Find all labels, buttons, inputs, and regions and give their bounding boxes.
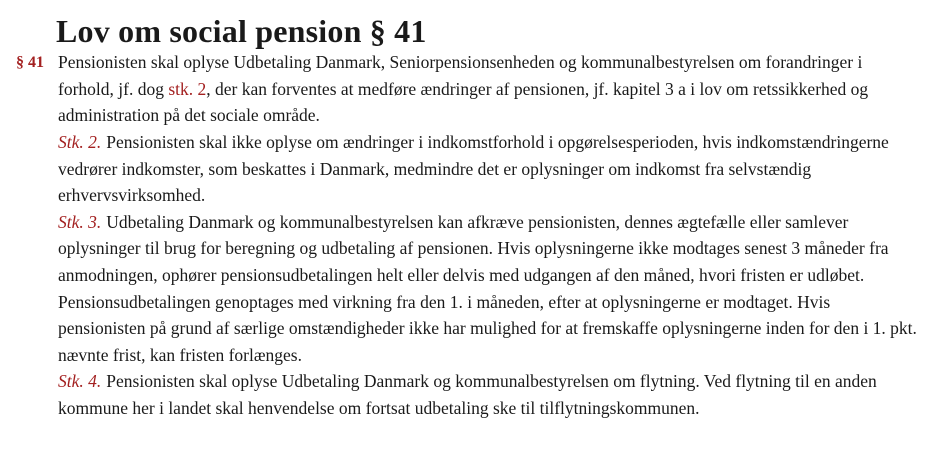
- paragraph-text-before-link: Pensionisten skal oplyse Udbetaling Danmark, Seniorpensionsenheden og kommunalbestyrelsen om forandringer i forhold, jf. dog: [58, 52, 863, 99]
- stk-4-text: Pensionisten skal oplyse Udbetaling Danmark og kommunalbestyrelsen om flytning. Ved flytning til en anden kommune her i landet skal henvendelse om fortsat udbetaling ske til tilflytningskommunen.: [58, 371, 877, 418]
- paragraph-stk-4: [16, 368, 917, 421]
- paragraph-section-41: [16, 49, 917, 129]
- stk-2-link[interactable]: stk. 2: [168, 78, 207, 99]
- stk-3-label: Stk. 3.: [58, 211, 102, 232]
- document-body: [0, 49, 945, 421]
- paragraph-text-after-link: , der kan forventes at medføre ændringer af pensionen, jf. kapitel 3 a i lov om retssikkerhed og administration på det sociale område.: [58, 78, 869, 126]
- stk-3-text: Udbetaling Danmark og kommunalbestyrelsen kan afkræve pensionisten, dennes ægtefælle eller samlever oplysninger til brug for beregning og udbetaling af pensionen. Hvis oplysningerne ikke modtages senest 3 måneder fra anmodningen, ophører pensionsudbetalingen helt eller delvis med udgangen af den måned, hvori fristen er udløbet. Pensionsudbetalingen genoptages med virkning fra den 1. i måneden, efter at oplysningerne er modtaget. Hvis pensionisten på grund af særlige omstændigheder ikke har mulighed for at fremskaffe oplysningerne inden for den i 1. pkt. nævnte frist, kan fristen forlænges.: [58, 211, 917, 365]
- stk-4-label: Stk. 4.: [58, 371, 102, 392]
- paragraph-stk-3: [16, 209, 917, 369]
- paragraph-stk-2: [16, 129, 917, 209]
- page-title: Lov om social pension § 41: [56, 13, 427, 49]
- section-number-marker: § 41: [16, 54, 44, 72]
- stk-2-text: Pensionisten skal ikke oplyse om ændringer i indkomstforhold i opgørelsesperioden, hvis indkomstændringerne vedrører indkomster, som beskattes i Danmark, medmindre det er oplysninger om indkomst fra selvstændig erhvervsvirksomhed.: [58, 131, 889, 206]
- stk-2-label: Stk. 2.: [58, 131, 102, 152]
